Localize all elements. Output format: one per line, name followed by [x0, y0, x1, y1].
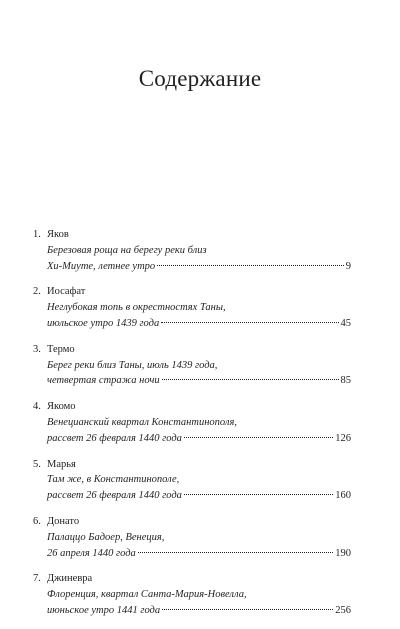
entry-subtitle-line2: 26 апреля 1440 года	[47, 547, 136, 559]
toc-entry	[33, 457, 351, 504]
dot-leader	[184, 437, 333, 438]
entry-subtitle-line1: Флоренция, квартал Санта-Мария-Новелла,	[47, 589, 247, 601]
dot-leader	[157, 265, 344, 266]
entry-name: Донато	[47, 515, 80, 527]
dot-leader	[184, 494, 333, 495]
entry-name: Термо	[47, 343, 75, 355]
toc-entry	[33, 571, 351, 618]
dot-leader	[161, 322, 338, 323]
toc-entry	[33, 342, 351, 389]
toc-entry	[33, 514, 351, 561]
table-of-contents	[33, 227, 351, 629]
entry-number: 5.	[33, 458, 41, 470]
entry-number: 1.	[33, 229, 41, 240]
entry-subtitle-line1: Березовая роща на берегу реки близ	[47, 244, 207, 256]
entry-name: Якомо	[47, 401, 76, 413]
entry-page-number: 190	[335, 547, 351, 559]
dot-leader	[138, 552, 333, 553]
entry-name: Джиневра	[47, 573, 93, 585]
entry-subtitle-line2: июньское утро 1441 года	[47, 604, 161, 616]
entry-subtitle-line2: четвертая стража ночи	[47, 375, 160, 387]
entry-page-number: 9	[345, 260, 351, 272]
entry-subtitle-line1: Берег реки близ Таны, июль 1439 года,	[47, 359, 218, 371]
entry-subtitle-line1: Венецианский квартал Константинополя,	[47, 416, 237, 428]
toc-entry	[33, 227, 351, 274]
entry-subtitle-line2: Хи-Миуте, летнее утро	[47, 260, 156, 272]
entry-name: Яков	[47, 229, 69, 240]
entry-subtitle-line1: Там же, в Константинополе,	[47, 474, 180, 486]
entry-page-number: 256	[335, 604, 351, 616]
entry-page-number: 45	[340, 317, 351, 329]
entry-subtitle-line2: июльское утро 1439 года	[47, 317, 160, 329]
entry-subtitle-line1: Палаццо Бадоер, Венеция,	[47, 531, 165, 543]
entry-number: 4.	[33, 401, 41, 413]
dot-leader	[162, 609, 333, 610]
entry-name: Марья	[47, 458, 76, 470]
entry-subtitle-line1: Неглубокая топь в окрестностях Таны,	[47, 302, 226, 314]
entry-number: 7.	[33, 573, 41, 585]
entry-page-number: 126	[335, 432, 351, 444]
entry-number: 3.	[33, 343, 41, 355]
entry-number: 2.	[33, 286, 41, 298]
entry-subtitle-line2: рассвет 26 февраля 1440 года	[47, 490, 182, 502]
entry-page-number: 160	[335, 490, 351, 502]
page-title: Содержание	[138, 66, 262, 91]
entry-number: 6.	[33, 515, 41, 527]
toc-entry	[33, 399, 351, 446]
entry-page-number: 85	[340, 375, 351, 387]
entry-subtitle-line2: рассвет 26 февраля 1440 года	[47, 432, 182, 444]
entry-name: Иосафат	[47, 286, 86, 298]
dot-leader	[162, 379, 339, 380]
toc-entry	[33, 284, 351, 331]
